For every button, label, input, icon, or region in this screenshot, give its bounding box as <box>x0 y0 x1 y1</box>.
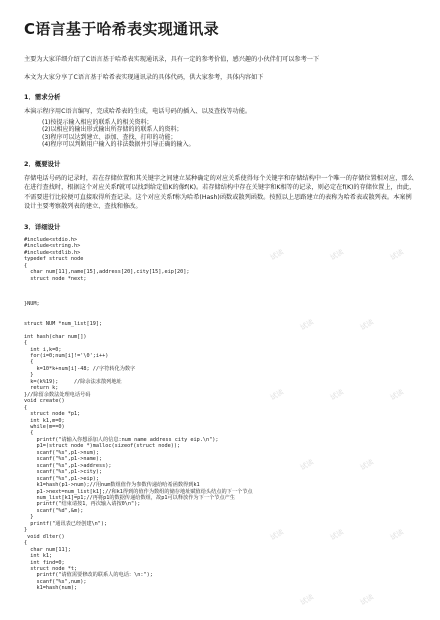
section-heading-requirements: 1．需求分析 <box>24 93 61 101</box>
code-line: k1=hash(p1->num);//用num数组值作为参数传递给哈希函数得到k1 <box>24 482 200 489</box>
code-line: #include<stdio.h> <box>24 236 78 243</box>
code-line: struct node *next; <box>24 275 87 282</box>
code-line: k=(k%19); //除余法求散列地址 <box>24 378 122 385</box>
list-item: (1)按提示输入相应的联系人的相关资料； <box>42 118 153 126</box>
code-line: }NUM; <box>24 301 40 308</box>
code-line: { <box>24 262 28 269</box>
watermark: 试读 <box>358 458 376 472</box>
outline-paragraph: 存储电话号码的记录时，若在存储位置和其关键字之间建立某种确定的对应关系使得每个关键字和存储结构中一个唯一的存储位置相对应，那么在进行查找时，根据这个对应关系f就可以找到给定值K的像f(K)。若存储结构中存在关键字和K相等的记录，则必定在f(K)的存储位置上，由此，不需要进行比较便可直接取得所查记录。这个对应关系f称为哈希(Hash)函数或散列函数。按照以上思路建立的表称为哈希表或散列表。本案例设计主要考察散列表的建立、查找和修改。 <box>24 174 416 211</box>
code-line: p1=(struct node *)malloc(sizeof(struct node)); <box>24 443 181 450</box>
section-heading-outline: 2．概要设计 <box>24 159 61 168</box>
code-line: num_list[k1]=p1;//再将p1的数据传递给数组，故p1可以释放作为下一个节点产生 <box>24 495 235 501</box>
code-line: printf("请值需要修改的联系人的电话：\n:"); <box>24 572 153 579</box>
requirements-paragraph: 本演示程序用C语言编写，完成哈希表的生成，电话号码的插入、以及查找等功能。 <box>24 108 252 115</box>
watermark: 试读 <box>298 458 316 472</box>
code-line: k=10*k+num[i]-48; //字符转化为数字 <box>24 365 136 372</box>
code-line: struct node *p1; <box>24 411 81 418</box>
requirements-list <box>42 119 416 149</box>
summary-paragraph: 主要为大家详细介绍了C语言基于哈希表实现通讯录，具有一定的参考价值，感兴趣的小伙伴们可以参考一下 <box>24 56 320 63</box>
code-line: void dlter() <box>24 533 65 540</box>
code-line: typedef struct node <box>24 256 84 263</box>
code-line: scanf("%s",p1->eip); <box>24 475 99 482</box>
watermark: 试读 <box>328 388 346 402</box>
code-line: for(i=0;num[i]!='\0';i++) <box>24 353 109 360</box>
watermark: 试读 <box>298 318 316 332</box>
code-line: #include<string.h> <box>24 243 81 250</box>
code-line: int hash(char num[]) <box>24 333 87 340</box>
watermark: 试读 <box>268 528 286 542</box>
watermark: 试读 <box>328 528 346 542</box>
code-line: scanf("%s",num); <box>24 578 87 585</box>
watermark: 试读 <box>388 248 406 262</box>
code-line: int i,k=0; <box>24 346 62 353</box>
code-line: printf("通讯表已经创建\n"); <box>24 520 108 527</box>
code-line: int find=0; <box>24 559 65 566</box>
watermark: 试读 <box>358 593 376 607</box>
code-line: { <box>24 404 28 411</box>
code-line: struct node *t; <box>24 565 78 572</box>
code-line: scanf("%s",p1->name); <box>24 456 103 463</box>
code-line: { <box>24 540 28 547</box>
watermark: 试读 <box>388 388 406 402</box>
code-line: scanf("%s",p1->city); <box>24 469 103 476</box>
code-line: scanf("%d",&m); <box>24 507 84 514</box>
code-line: }//除留余数法处理电话号码 <box>24 391 91 398</box>
code-line: } <box>24 527 28 534</box>
code-block <box>24 237 416 592</box>
watermark: 试读 <box>298 593 316 607</box>
code-line: p1->next=num_list[k1];//和k1得到的值作为数组的储存地址赋值给头结点的下一个节点 <box>24 488 253 495</box>
code-line: int k1,m=0; <box>24 417 65 424</box>
code-line: int k1; <box>24 553 53 560</box>
code-line: scanf("%s",p1->address); <box>24 462 112 469</box>
code-line: while(m==0) <box>24 424 65 431</box>
code-line: printf("请输入你想添加人的信息:num name address city eip.\n"); <box>24 436 219 443</box>
list-item: (3)程序可以达到建立、添加、查找、打印的功能； <box>42 133 177 141</box>
code-line: return k; <box>24 385 59 392</box>
code-line: k1=hash(num); <box>24 585 78 592</box>
list-item: (2)以相应的输出形式输出所存储的的联系人的资料； <box>42 126 183 134</box>
code-line: } <box>24 372 34 379</box>
code-line: char num[11]; <box>24 546 71 553</box>
watermark: 试读 <box>268 388 286 402</box>
code-line: { <box>24 430 34 437</box>
watermark: 试读 <box>268 248 286 262</box>
code-line: scanf("%s",p1->num); <box>24 449 99 456</box>
code-line: #include<stdlib.h> <box>24 249 81 256</box>
list-item: (4)程序可以判断用户输入的非法数据并引导正确的输入。 <box>42 141 195 149</box>
code-line: } <box>24 514 34 521</box>
code-line: char num[11],name[15],address[20],city[15],eip[20]; <box>24 269 190 276</box>
watermark: 试读 <box>388 528 406 542</box>
code-line: struct NUM *num_list[19]; <box>24 320 103 327</box>
section-heading-detailed: 3．详细设计 <box>24 222 61 231</box>
watermark: 试读 <box>358 318 376 332</box>
document-title: C语言基于哈希表实现通讯录 <box>24 20 219 38</box>
intro-paragraph: 本文为大家分享了C语言基于哈希表实现通讯录的具体代码，供大家参考，具体内容如下 <box>24 73 264 81</box>
watermark: 试读 <box>328 248 346 262</box>
code-line: { <box>24 359 34 366</box>
code-line: void create() <box>24 398 65 405</box>
code-line: { <box>24 340 28 347</box>
code-line: printf("结束请按1，再次输入请按0\n"); <box>24 501 141 508</box>
